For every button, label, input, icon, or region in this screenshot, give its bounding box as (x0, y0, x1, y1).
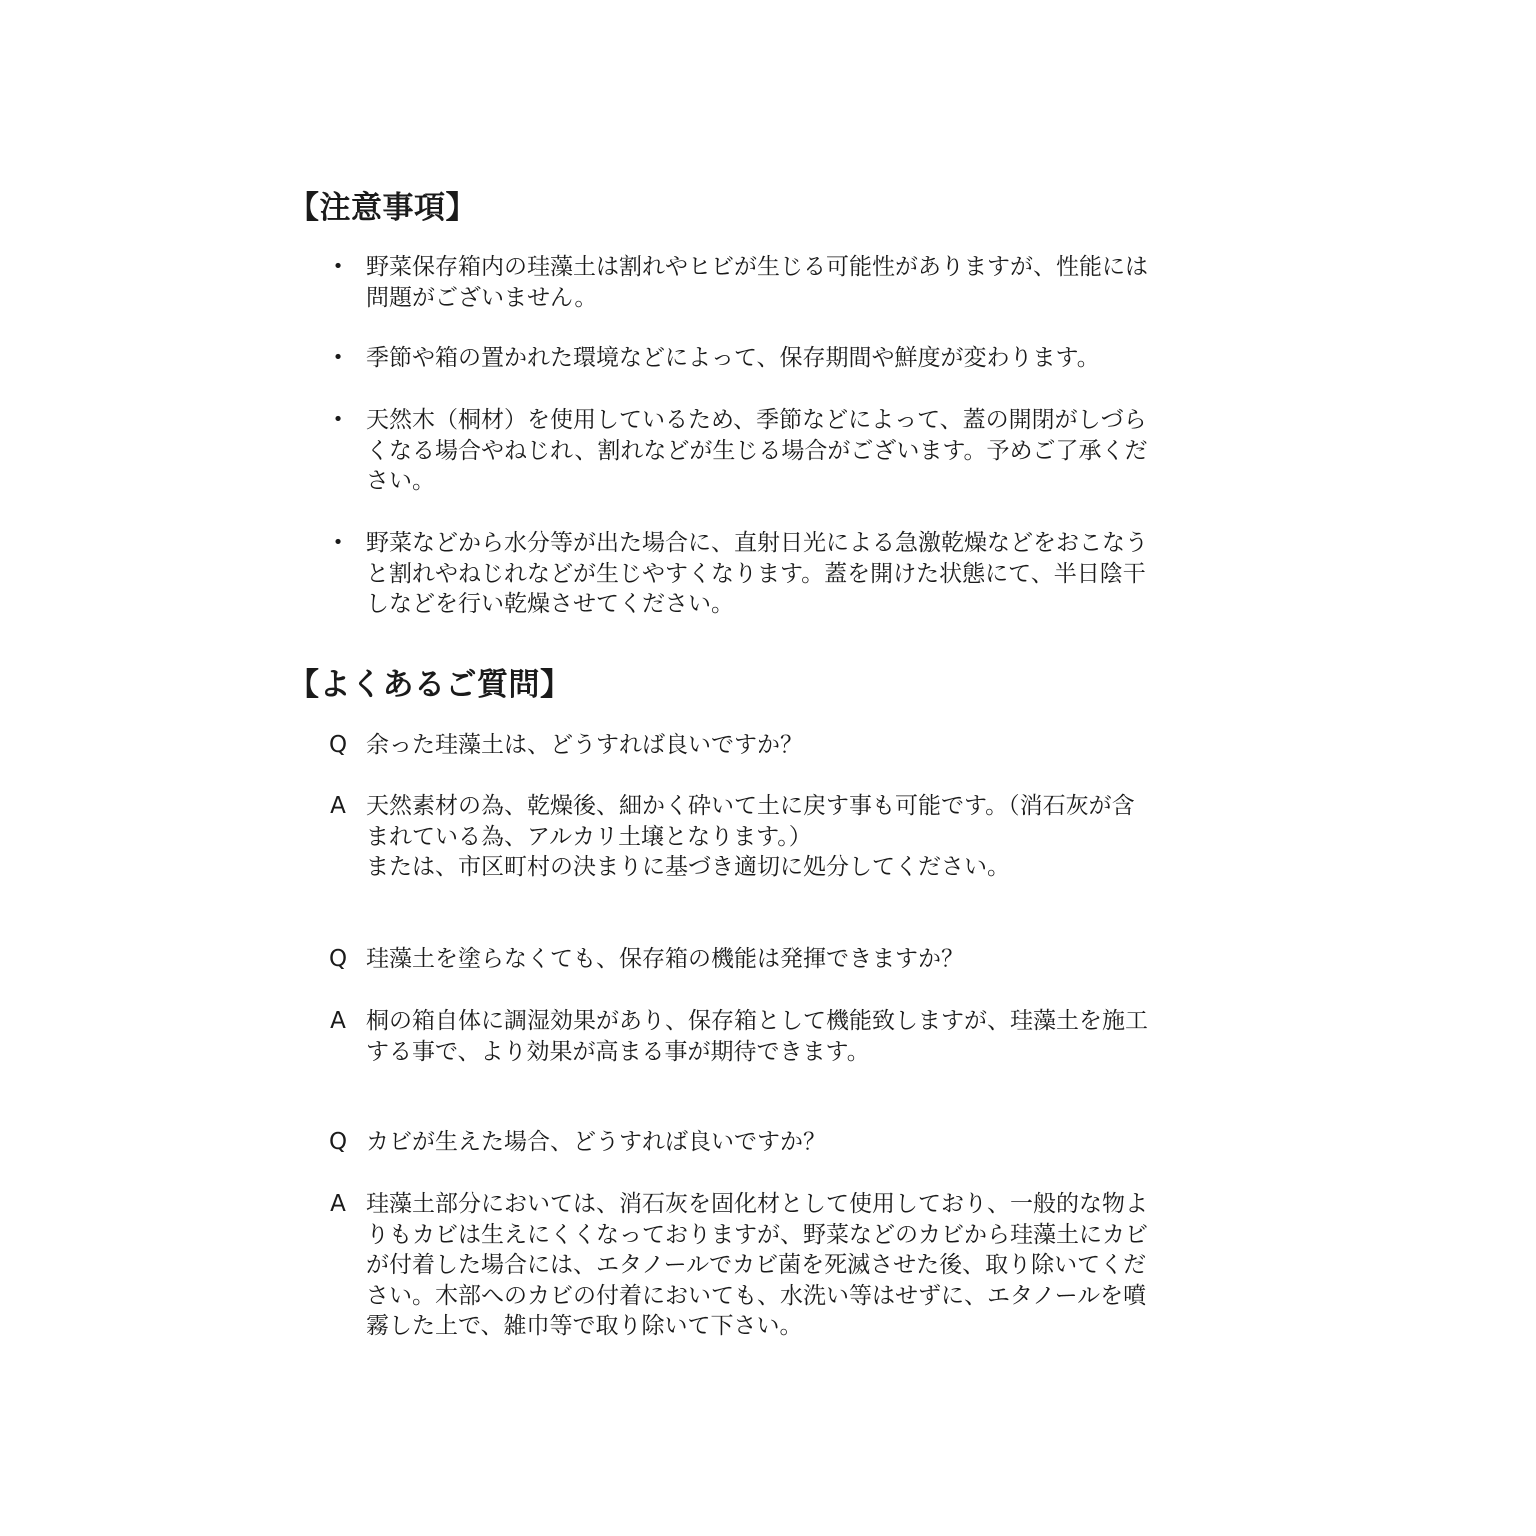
text-line: と割れやねじれなどが生じやすくなります。蓋を開けた状態にて、半日陰干 (366, 560, 1146, 587)
notes-item (322, 343, 1242, 374)
faq-heading: 【よくあるご質問】 (288, 667, 572, 703)
text-line: くなる場合やねじれ、割れなどが生じる場合がございます。予めご了承くだ (366, 437, 1148, 464)
question-text (366, 1127, 1242, 1158)
text-line: 霧した上で、雑巾等で取り除いて下さい。 (366, 1313, 803, 1339)
faq-answer (322, 1189, 1242, 1342)
question-label: Q (328, 946, 348, 972)
faq-question (322, 730, 1242, 761)
text-line: が付着した場合には、エタノールでカビ菌を死滅させた後、取り除いてくだ (366, 1252, 1147, 1278)
faq-answer (322, 1006, 1242, 1067)
notes-item-text (366, 343, 1242, 374)
answer-label: A (330, 1008, 346, 1034)
text-line: 珪藻土部分においては、消石灰を固化材として使用しており、一般的な物よ (366, 1191, 1148, 1217)
text-line: 野菜などから水分等が出た場合に、直射日光による急激乾燥などをおこなう (366, 530, 1148, 556)
faq-question (322, 944, 1242, 975)
notes-item (322, 528, 1242, 620)
question-text (366, 730, 1242, 761)
text-line: 天然木（桐材）を使用しているため、季節などによって、蓋の開閉がしづら (366, 407, 1147, 433)
notes-item (322, 405, 1242, 497)
bullet-icon: • (332, 409, 344, 430)
text-line: 珪藻土を塗らなくても、保存箱の機能は発揮できますか？ (366, 946, 964, 972)
text-line: 桐の箱自体に調湿効果があり、保存箱として機能致しますが、珪藻土を施工 (366, 1008, 1148, 1034)
answer-text (366, 1189, 1242, 1342)
faq-question (322, 1127, 1242, 1158)
notes-item-text (366, 252, 1242, 313)
text-line: 季節や箱の置かれた環境などによって、保存期間や鮮度が変わります。 (366, 345, 1100, 371)
text-line: 野菜保存箱内の珪藻土は割れやヒビが生じる可能性がありますが、性能には (366, 254, 1148, 280)
text-line: りもカビは生えにくくなっておりますが、野菜などのカビから珪藻土にカビ (366, 1221, 1148, 1248)
text-line: さい。 (366, 468, 435, 494)
question-label: Q (328, 732, 348, 758)
notes-item-text (366, 528, 1242, 620)
text-line: カビが生えた場合、どうすれば良いですか？ (366, 1129, 826, 1155)
text-line: 問題がございません。 (366, 284, 598, 311)
question-label: Q (328, 1129, 348, 1155)
text-line: まれている為、アルカリ土壌となります。） (366, 823, 812, 850)
text-line: する事で、より効果が高まる事が期待できます。 (366, 1038, 870, 1065)
faq-answer (322, 791, 1242, 883)
text-line: 余った珪藻土は、どうすれば良いですか？ (366, 732, 803, 758)
bullet-icon: • (332, 347, 344, 368)
answer-text (366, 791, 1242, 883)
text-line: さい。木部へのカビの付着においても、水洗い等はせずに、エタノールを噴 (366, 1282, 1147, 1309)
answer-label: A (330, 793, 346, 819)
answer-text (366, 1006, 1242, 1067)
notes-heading: 【注意事項】 (288, 190, 477, 226)
text-line: または、市区町村の決まりに基づき適切に処分してください。 (366, 854, 1010, 880)
question-text (366, 944, 1242, 975)
text-line: しなどを行い乾燥させてください。 (366, 591, 734, 617)
bullet-icon: • (332, 532, 344, 553)
text-line: 天然素材の為、乾燥後、細かく砕いて土に戻す事も可能です。（消石灰が含 (366, 793, 1135, 819)
notes-item (322, 252, 1242, 313)
notes-item-text (366, 405, 1242, 497)
answer-label: A (330, 1191, 346, 1217)
bullet-icon: • (332, 256, 344, 277)
